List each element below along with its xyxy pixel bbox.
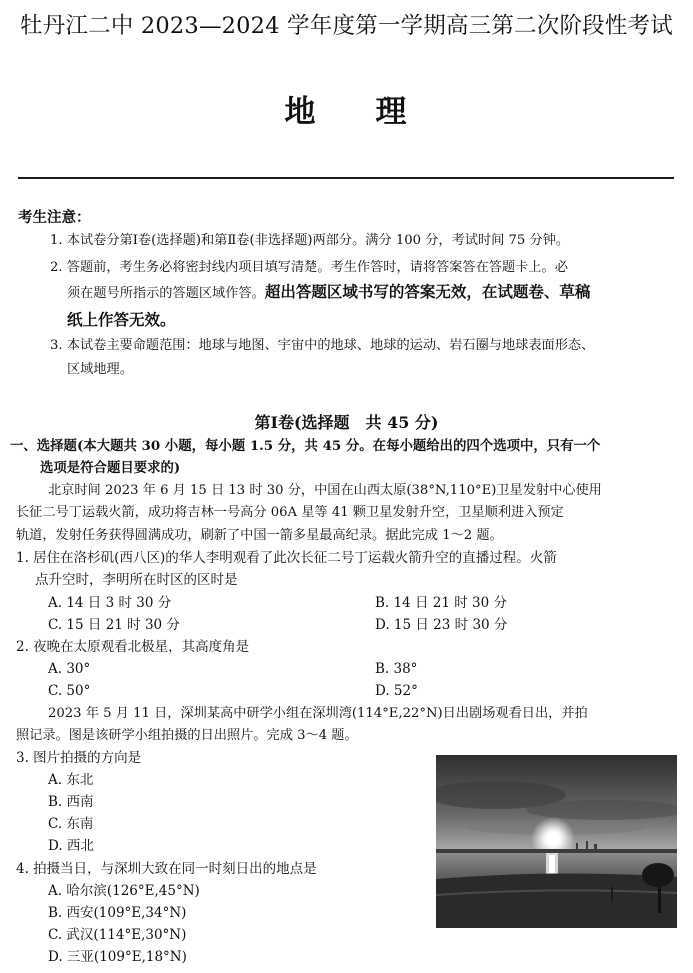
question-3-option-c: C. 东南	[48, 816, 94, 832]
question-3-option-a: A. 东北	[48, 772, 94, 788]
passage-2-line-1: 2023 年 5 月 11 日，深圳某高中研学小组在深圳湾(114°E,22°N)日出剧场观看日出，并拍	[48, 706, 588, 721]
notice-item-2-normal: 须在题号所指示的答题区域作答。	[67, 286, 265, 301]
passage-1-line-3: 轨道，发射任务获得圆满成功，刷新了中国一箭多星最高纪录。据此完成 1～2 题。	[16, 528, 503, 543]
question-2-stem: 2. 夜晚在太原观看北极星，其高度角是	[16, 639, 250, 655]
notice-item-2-line-3: 纸上作答无效。	[67, 310, 176, 329]
question-4-stem: 4. 拍摄当日，与深圳大致在同一时刻日出的地点是	[16, 861, 317, 877]
question-2-option-d: D. 52°	[375, 683, 418, 699]
notice-item-1: 1. 本试卷分第Ⅰ卷(选择题)和第Ⅱ卷(非选择题)两部分。满分 100 分，考试时间 75 分钟。	[50, 233, 570, 248]
question-1-option-b: B. 14 日 21 时 30 分	[375, 595, 507, 611]
question-4-option-c: C. 武汉(114°E,30°N)	[48, 927, 187, 943]
section-instruction-line-2: 选项是符合题目要求的)	[40, 460, 181, 476]
passage-1-line-2: 长征二号丁运载火箭，成功将吉林一号高分 06A 星等 41 颗卫星发射升空，卫星顺利进入预定	[16, 505, 564, 520]
subject-char-1: 地	[284, 94, 318, 130]
notice-item-2-line-1: 2. 答题前，考生务必将密封线内项目填写清楚。考生作答时，请将答案答在答题卡上。必	[50, 260, 568, 275]
exam-title: 牡丹江二中 2023—2024 学年度第一学期高三第二次阶段性考试	[20, 13, 673, 39]
notice-item-2-line-2	[67, 283, 590, 303]
question-4-option-a: A. 哈尔滨(126°E,45°N)	[48, 883, 200, 899]
question-1-stem-line-1: 1. 居住在洛杉矶(西八区)的华人李明观看了此次长征二号丁运载火箭升空的直播过程。火箭	[16, 550, 557, 566]
question-2-option-c: C. 50°	[48, 683, 91, 699]
question-3-option-b: B. 西南	[48, 794, 94, 810]
question-1-option-d: D. 15 日 23 时 30 分	[375, 617, 508, 633]
question-2-option-b: B. 38°	[375, 661, 418, 677]
question-4-option-d: D. 三亚(109°E,18°N)	[48, 949, 187, 965]
question-1-option-c: C. 15 日 21 时 30 分	[48, 617, 180, 633]
question-1-option-a: A. 14 日 3 时 30 分	[48, 595, 172, 611]
question-4-option-b: B. 西安(109°E,34°N)	[48, 905, 187, 921]
question-2-option-a: A. 30°	[48, 661, 91, 677]
notice-item-2-emphasis: 超出答题区域书写的答案无效，在试题卷、草稿	[264, 282, 591, 301]
passage-1-line-1: 北京时间 2023 年 6 月 15 日 13 时 30 分，中国在山西太原(38°N,110°E)卫星发射中心使用	[48, 483, 602, 498]
notice-heading: 考生注意：	[18, 209, 91, 226]
question-3-stem: 3. 图片拍摄的方向是	[16, 750, 142, 766]
sunrise-photo	[436, 755, 677, 928]
passage-2-line-2: 照记录。图是该研学小组拍摄的日出照片。完成 3～4 题。	[16, 728, 358, 743]
notice-item-3-line-2: 区域地理。	[67, 362, 133, 377]
section-instruction-line-1: 一、选择题(本大题共 30 小题，每小题 1.5 分，共 45 分。在每小题给出的四个选项中，只有一个	[10, 438, 601, 454]
header-divider	[18, 177, 674, 179]
subject-title	[0, 86, 693, 131]
question-3-option-d: D. 西北	[48, 838, 94, 854]
subject-char-2: 理	[375, 94, 409, 130]
notice-item-3-line-1: 3. 本试卷主要命题范围：地球与地图、宇宙中的地球、地球的运动、岩石圈与地球表面形态、	[50, 338, 595, 353]
question-1-stem-line-2: 点升空时，李明所在时区的区时是	[35, 572, 238, 588]
section-heading: 第Ⅰ卷(选择题 共 45 分)	[254, 413, 439, 432]
